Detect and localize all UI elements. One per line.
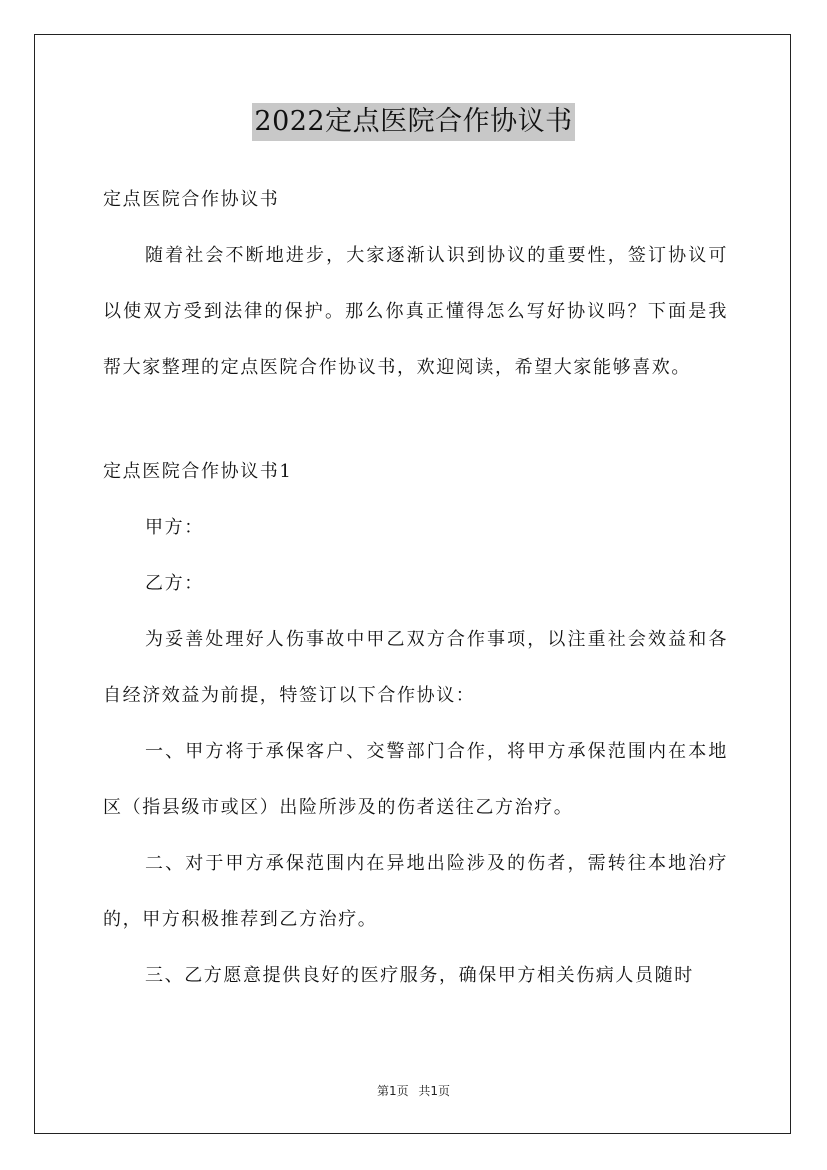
title-container <box>0 103 827 141</box>
clause-2: 二、对于甲方承保范围内在异地出险涉及的伤者，需转往本地治疗的，甲方积极推荐到乙方治疗。 <box>103 853 728 930</box>
paragraph-gap <box>103 396 728 444</box>
page-number: 第1页 <box>376 1084 409 1098</box>
party-a-line: 甲方： <box>145 517 204 538</box>
clause-3: 三、乙方愿意提供良好的医疗服务，确保甲方相关伤病人员随时 <box>145 965 694 986</box>
page-total: 共1页 <box>418 1084 451 1098</box>
document-body <box>103 172 728 1004</box>
subtitle: 定点医院合作协议书 <box>103 189 280 210</box>
party-b-line: 乙方： <box>145 573 204 594</box>
intro-paragraph: 随着社会不断地进步，大家逐渐认识到协议的重要性，签订协议可以使双方受到法律的保护。那么你真正懂得怎么写好协议吗？下面是我帮大家整理的定点医院合作协议书，欢迎阅读，希望大家能够喜欢。 <box>103 245 728 378</box>
purpose-paragraph: 为妥善处理好人伤事故中甲乙双方合作事项，以注重社会效益和各自经济效益为前提，特签订以下合作协议： <box>103 629 728 706</box>
document-title: 2022定点医院合作协议书 <box>252 103 574 141</box>
section-heading: 定点医院合作协议书1 <box>103 461 293 482</box>
clause-1: 一、甲方将于承保客户、交警部门合作，将甲方承保范围内在本地区（指县级市或区）出险所涉及的伤者送往乙方治疗。 <box>103 741 728 818</box>
page-footer <box>0 1082 827 1099</box>
